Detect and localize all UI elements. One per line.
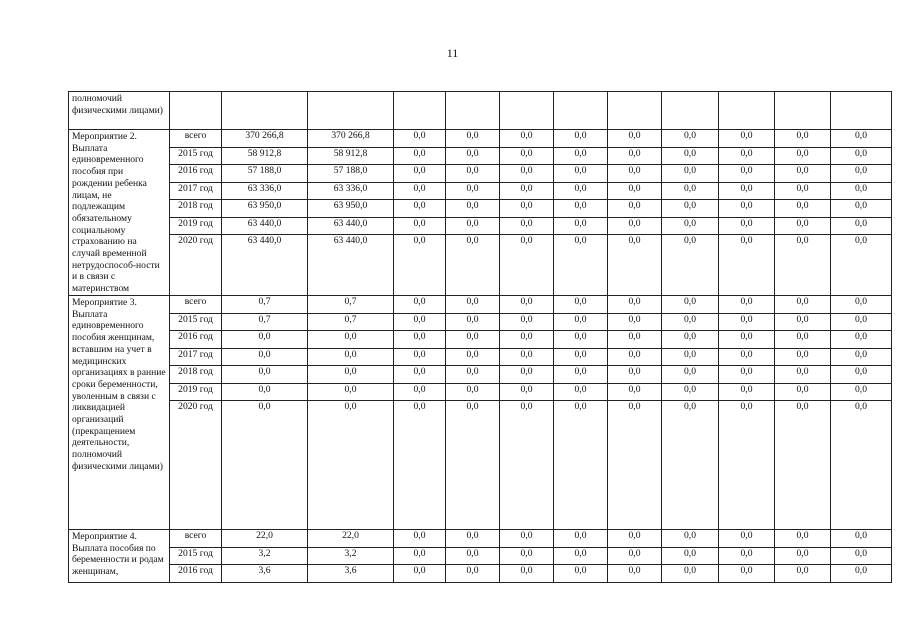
zero-value-cell: 0,0 [554, 217, 608, 235]
total-cell: 63 950,0 [222, 200, 308, 218]
zero-value-cell: 0,0 [719, 313, 775, 331]
period-cell: 2015 год [170, 547, 222, 565]
zero-value-cell: 0,0 [446, 130, 500, 148]
zero-value-cell: 0,0 [719, 182, 775, 200]
zero-value-cell: 0,0 [554, 165, 608, 183]
zero-value-cell: 0,0 [500, 383, 554, 401]
zero-value-cell: 0,0 [500, 547, 554, 565]
table-row [69, 383, 892, 401]
zero-value-cell: 0,0 [394, 530, 446, 548]
period-cell: 2016 год [170, 331, 222, 349]
zero-value-cell: 0,0 [662, 313, 719, 331]
table-row [69, 530, 892, 548]
zero-value-cell: 0,0 [662, 147, 719, 165]
total-cell: 0,0 [222, 383, 308, 401]
budget-source-cell: 0,0 [308, 366, 394, 384]
table-row [69, 235, 892, 296]
zero-value-cell: 0,0 [554, 565, 608, 583]
zero-value-cell: 0,0 [554, 331, 608, 349]
page-number: 11 [446, 46, 459, 60]
zero-value-cell: 0,0 [662, 366, 719, 384]
zero-value-cell: 0,0 [394, 331, 446, 349]
table-row [69, 296, 892, 314]
zero-value-cell: 0,0 [662, 217, 719, 235]
period-cell: 2017 год [170, 348, 222, 366]
zero-value-cell: 0,0 [608, 565, 662, 583]
zero-value-cell: 0,0 [662, 331, 719, 349]
zero-value-cell: 0,0 [831, 401, 892, 530]
zero-value-cell: 0,0 [446, 401, 500, 530]
zero-value-cell: 0,0 [394, 383, 446, 401]
zero-value-cell: 0,0 [394, 348, 446, 366]
zero-value-cell: 0,0 [831, 200, 892, 218]
zero-value-cell: 0,0 [719, 348, 775, 366]
zero-value-cell: 0,0 [608, 217, 662, 235]
zero-value-cell: 0,0 [608, 200, 662, 218]
table-row [69, 401, 892, 530]
zero-value-cell: 0,0 [719, 547, 775, 565]
zero-value-cell: 0,0 [662, 565, 719, 583]
zero-value-cell: 0,0 [775, 547, 831, 565]
zero-value-cell: 0,0 [500, 296, 554, 314]
zero-value-cell: 0,0 [662, 530, 719, 548]
total-cell: 63 336,0 [222, 182, 308, 200]
zero-value-cell: 0,0 [662, 348, 719, 366]
period-cell: 2018 год [170, 200, 222, 218]
zero-value-cell: 0,0 [775, 130, 831, 148]
zero-value-cell: 0,0 [446, 530, 500, 548]
zero-value-cell: 0,0 [719, 366, 775, 384]
zero-value-cell: 0,0 [500, 530, 554, 548]
zero-value-cell: 0,0 [775, 401, 831, 530]
zero-value-cell: 0,0 [554, 383, 608, 401]
zero-value-cell: 0,0 [775, 182, 831, 200]
zero-value-cell: 0,0 [608, 182, 662, 200]
budget-source-cell: 58 912,8 [308, 147, 394, 165]
zero-value-cell: 0,0 [775, 296, 831, 314]
zero-value-cell: 0,0 [719, 530, 775, 548]
total-cell: 58 912,8 [222, 147, 308, 165]
zero-value-cell: 0,0 [446, 296, 500, 314]
zero-value-cell: 0,0 [446, 235, 500, 296]
zero-value-cell: 0,0 [500, 130, 554, 148]
zero-value-cell: 0,0 [446, 200, 500, 218]
zero-value-cell: 0,0 [831, 296, 892, 314]
zero-value-cell: 0,0 [775, 147, 831, 165]
zero-value-cell: 0,0 [608, 547, 662, 565]
zero-value-cell: 0,0 [394, 147, 446, 165]
period-cell: 2016 год [170, 565, 222, 583]
zero-value-cell: 0,0 [500, 565, 554, 583]
zero-value-cell: 0,0 [394, 565, 446, 583]
zero-value-cell: 0,0 [394, 366, 446, 384]
zero-value-cell: 0,0 [446, 331, 500, 349]
zero-value-cell: 0,0 [394, 296, 446, 314]
zero-value-cell: 0,0 [500, 348, 554, 366]
zero-value-cell: 0,0 [554, 547, 608, 565]
zero-value-cell: 0,0 [775, 383, 831, 401]
zero-value-cell: 0,0 [719, 147, 775, 165]
table-row [69, 182, 892, 200]
zero-value-cell: 0,0 [394, 182, 446, 200]
zero-value-cell: 0,0 [608, 147, 662, 165]
zero-value-cell: 0,0 [831, 147, 892, 165]
zero-value-cell: 0,0 [608, 296, 662, 314]
zero-value-cell: 0,0 [500, 331, 554, 349]
zero-value-cell: 0,0 [831, 235, 892, 296]
zero-value-cell: 0,0 [446, 147, 500, 165]
zero-value-cell: 0,0 [446, 366, 500, 384]
budget-source-cell: 3,2 [308, 547, 394, 565]
zero-value-cell: 0,0 [446, 383, 500, 401]
activity-name-cell: Мероприятие 3. Выплата единовременного пособия женщинам, вставшим на учет в медицинских организациях в ранние сроки беременности, уволенным в связи с ликвидацией организаций (прекращением деятельности, полномочий физическими лицами) [69, 296, 170, 530]
zero-value-cell: 0,0 [719, 401, 775, 530]
zero-value-cell: 0,0 [500, 313, 554, 331]
zero-value-cell: 0,0 [831, 313, 892, 331]
zero-value-cell: 0,0 [662, 200, 719, 218]
period-cell: 2016 год [170, 165, 222, 183]
table-row [69, 547, 892, 565]
zero-value-cell: 0,0 [719, 331, 775, 349]
budget-source-cell: 0,0 [308, 348, 394, 366]
zero-value-cell: 0,0 [554, 147, 608, 165]
zero-value-cell: 0,0 [662, 130, 719, 148]
total-cell: 3,6 [222, 565, 308, 583]
zero-value-cell: 0,0 [775, 331, 831, 349]
zero-value-cell: 0,0 [662, 235, 719, 296]
zero-value-cell: 0,0 [500, 401, 554, 530]
zero-value-cell: 0,0 [662, 547, 719, 565]
zero-value-cell: 0,0 [775, 165, 831, 183]
table-row [69, 565, 892, 583]
budget-table [68, 91, 892, 583]
budget-source-cell: 63 440,0 [308, 235, 394, 296]
budget-source-cell: 0,0 [308, 401, 394, 530]
table-row [69, 348, 892, 366]
zero-value-cell: 0,0 [394, 217, 446, 235]
zero-value-cell: 0,0 [662, 383, 719, 401]
budget-source-cell: 63 950,0 [308, 200, 394, 218]
total-cell: 0,0 [222, 366, 308, 384]
zero-value-cell: 0,0 [719, 296, 775, 314]
zero-value-cell: 0,0 [446, 547, 500, 565]
zero-value-cell: 0,0 [775, 530, 831, 548]
total-cell: 3,2 [222, 547, 308, 565]
table-row [69, 165, 892, 183]
zero-value-cell: 0,0 [394, 547, 446, 565]
zero-value-cell: 0,0 [775, 366, 831, 384]
budget-source-cell: 370 266,8 [308, 130, 394, 148]
zero-value-cell: 0,0 [775, 200, 831, 218]
zero-value-cell: 0,0 [554, 348, 608, 366]
zero-value-cell: 0,0 [554, 296, 608, 314]
table-body [69, 92, 892, 583]
period-cell: 2017 год [170, 182, 222, 200]
table-row [69, 331, 892, 349]
zero-value-cell: 0,0 [719, 130, 775, 148]
total-cell: 0,0 [222, 348, 308, 366]
activity-name-cell: Мероприятие 4. Выплата пособия по беременности и родам женщинам, [69, 530, 170, 583]
activity-name-cell: полномочий физическими лицами) [69, 92, 170, 130]
period-cell: 2018 год [170, 366, 222, 384]
table-row [69, 130, 892, 148]
zero-value-cell: 0,0 [831, 348, 892, 366]
zero-value-cell: 0,0 [554, 401, 608, 530]
zero-value-cell: 0,0 [554, 182, 608, 200]
zero-value-cell: 0,0 [831, 130, 892, 148]
zero-value-cell: 0,0 [394, 401, 446, 530]
zero-value-cell: 0,0 [446, 182, 500, 200]
zero-value-cell: 0,0 [394, 200, 446, 218]
zero-value-cell: 0,0 [831, 366, 892, 384]
zero-value-cell: 0,0 [608, 165, 662, 183]
zero-value-cell: 0,0 [394, 313, 446, 331]
zero-value-cell: 0,0 [554, 235, 608, 296]
table-row [69, 217, 892, 235]
zero-value-cell: 0,0 [831, 182, 892, 200]
total-cell: 0,7 [222, 296, 308, 314]
zero-value-cell: 0,0 [500, 200, 554, 218]
zero-value-cell: 0,0 [394, 165, 446, 183]
budget-source-cell: 63 336,0 [308, 182, 394, 200]
budget-source-cell: 0,0 [308, 331, 394, 349]
zero-value-cell: 0,0 [554, 530, 608, 548]
budget-source-cell: 22,0 [308, 530, 394, 548]
period-cell: 2015 год [170, 313, 222, 331]
budget-source-cell: 63 440,0 [308, 217, 394, 235]
zero-value-cell: 0,0 [831, 217, 892, 235]
zero-value-cell: 0,0 [446, 217, 500, 235]
table-row [69, 147, 892, 165]
zero-value-cell: 0,0 [662, 165, 719, 183]
period-cell: всего [170, 530, 222, 548]
zero-value-cell: 0,0 [554, 200, 608, 218]
zero-value-cell: 0,0 [831, 165, 892, 183]
zero-value-cell: 0,0 [719, 217, 775, 235]
period-cell: всего [170, 296, 222, 314]
zero-value-cell: 0,0 [775, 565, 831, 583]
zero-value-cell: 0,0 [662, 401, 719, 530]
zero-value-cell: 0,0 [719, 165, 775, 183]
zero-value-cell: 0,0 [608, 331, 662, 349]
zero-value-cell: 0,0 [831, 565, 892, 583]
zero-value-cell: 0,0 [394, 130, 446, 148]
zero-value-cell: 0,0 [500, 182, 554, 200]
total-cell: 63 440,0 [222, 217, 308, 235]
total-cell: 63 440,0 [222, 235, 308, 296]
zero-value-cell: 0,0 [831, 530, 892, 548]
period-cell: 2020 год [170, 235, 222, 296]
zero-value-cell: 0,0 [608, 530, 662, 548]
zero-value-cell: 0,0 [719, 235, 775, 296]
zero-value-cell: 0,0 [608, 130, 662, 148]
zero-value-cell: 0,0 [719, 383, 775, 401]
zero-value-cell: 0,0 [831, 331, 892, 349]
period-cell: 2019 год [170, 383, 222, 401]
zero-value-cell: 0,0 [554, 313, 608, 331]
total-cell: 22,0 [222, 530, 308, 548]
zero-value-cell: 0,0 [831, 383, 892, 401]
budget-source-cell: 3,6 [308, 565, 394, 583]
zero-value-cell: 0,0 [608, 313, 662, 331]
zero-value-cell: 0,0 [608, 348, 662, 366]
zero-value-cell: 0,0 [608, 366, 662, 384]
zero-value-cell: 0,0 [662, 182, 719, 200]
table-row [69, 313, 892, 331]
total-cell: 0,0 [222, 401, 308, 530]
budget-source-cell: 0,7 [308, 296, 394, 314]
zero-value-cell: 0,0 [446, 348, 500, 366]
zero-value-cell: 0,0 [446, 165, 500, 183]
zero-value-cell: 0,0 [554, 130, 608, 148]
zero-value-cell: 0,0 [608, 235, 662, 296]
zero-value-cell: 0,0 [775, 348, 831, 366]
zero-value-cell: 0,0 [831, 547, 892, 565]
zero-value-cell: 0,0 [446, 565, 500, 583]
period-cell: всего [170, 130, 222, 148]
total-cell: 57 188,0 [222, 165, 308, 183]
budget-source-cell: 0,0 [308, 383, 394, 401]
total-cell: 370 266,8 [222, 130, 308, 148]
zero-value-cell: 0,0 [775, 313, 831, 331]
zero-value-cell: 0,0 [775, 235, 831, 296]
total-cell: 0,7 [222, 313, 308, 331]
period-cell: 2019 год [170, 217, 222, 235]
zero-value-cell: 0,0 [500, 235, 554, 296]
zero-value-cell: 0,0 [500, 147, 554, 165]
zero-value-cell: 0,0 [394, 235, 446, 296]
activity-name-cell: Мероприятие 2. Выплата единовременного пособия при рождении ребенка лицам, не подлежащим обязательному социальному страхованию на случай временной нетрудоспособ-ности и в связи с материнством [69, 130, 170, 296]
zero-value-cell: 0,0 [608, 401, 662, 530]
zero-value-cell: 0,0 [775, 217, 831, 235]
zero-value-cell: 0,0 [719, 200, 775, 218]
total-cell: 0,0 [222, 331, 308, 349]
zero-value-cell: 0,0 [554, 366, 608, 384]
zero-value-cell: 0,0 [608, 383, 662, 401]
zero-value-cell: 0,0 [500, 366, 554, 384]
zero-value-cell: 0,0 [446, 313, 500, 331]
continuation-row [69, 92, 892, 130]
zero-value-cell: 0,0 [719, 565, 775, 583]
zero-value-cell: 0,0 [500, 165, 554, 183]
table-row [69, 366, 892, 384]
zero-value-cell: 0,0 [662, 296, 719, 314]
budget-source-cell: 57 188,0 [308, 165, 394, 183]
period-cell: 2015 год [170, 147, 222, 165]
zero-value-cell: 0,0 [500, 217, 554, 235]
budget-source-cell: 0,7 [308, 313, 394, 331]
period-cell: 2020 год [170, 401, 222, 530]
table-row [69, 200, 892, 218]
